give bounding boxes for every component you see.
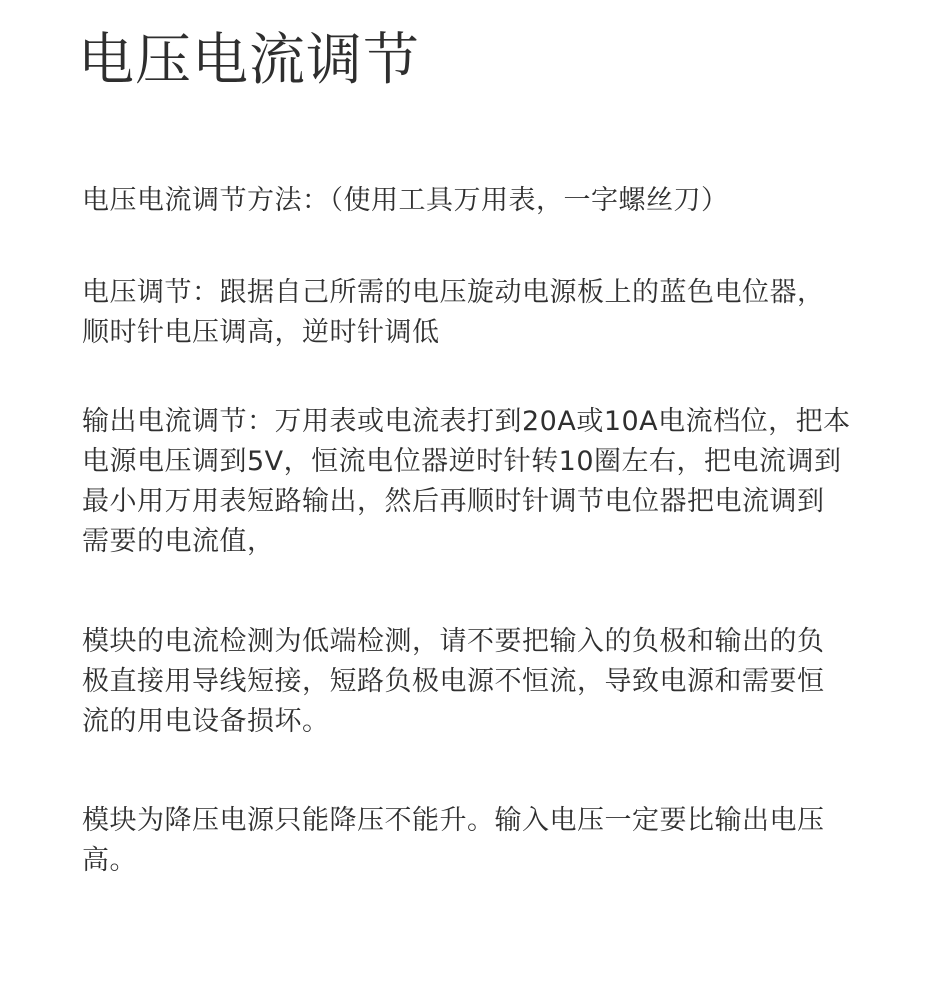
paragraph-line: 极直接用导线短接，短路负极电源不恒流，导致电源和需要恒 (82, 666, 825, 697)
paragraph-line: 电源电压调到5V，恒流电位器逆时针转10圈左右，把电流调到 (82, 446, 842, 477)
paragraph-buck-note (82, 801, 882, 881)
paragraph-line: 需要的电流值， (82, 526, 275, 557)
paragraph-line: 高。 (82, 845, 137, 876)
paragraph-line: 电压电流调节方法：（使用工具万用表，一字螺丝刀） (82, 185, 729, 216)
paragraph-current-adjust (82, 402, 882, 562)
paragraph-line: 顺时针电压调高，逆时针调低 (82, 317, 440, 348)
paragraph-line: 模块的电流检测为低端检测，请不要把输入的负极和输出的负 (82, 626, 825, 657)
paragraph-line: 输出电流调节：万用表或电流表打到20A或10A电流档位，把本 (82, 406, 851, 437)
paragraph-method (82, 181, 882, 221)
paragraph-current-detection (82, 622, 882, 742)
paragraph-line: 电压调节：跟据自己所需的电压旋动电源板上的蓝色电位器， (82, 277, 825, 308)
page-title: 电压电流调节 (78, 28, 420, 93)
paragraph-line: 最小用万用表短路输出，然后再顺时针调节电位器把电流调到 (82, 486, 825, 517)
paragraph-voltage-adjust (82, 273, 882, 353)
paragraph-line: 模块为降压电源只能降压不能升。输入电压一定要比输出电压 (82, 805, 825, 836)
paragraph-line: 流的用电设备损坏。 (82, 706, 330, 737)
